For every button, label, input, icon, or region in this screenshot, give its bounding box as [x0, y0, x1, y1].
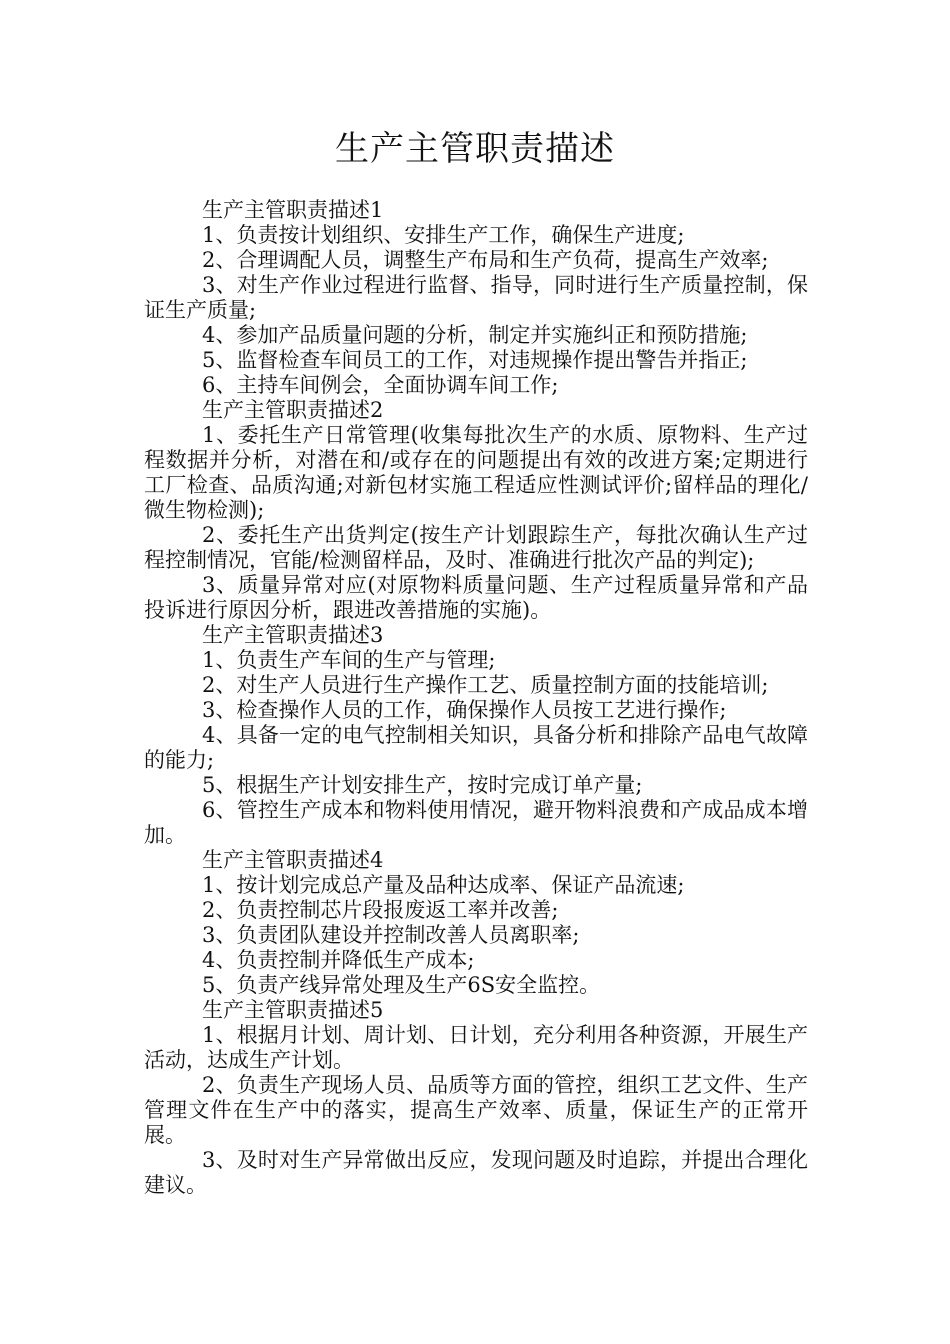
section-heading: 生产主管职责描述2 [202, 398, 384, 422]
document-title: 生产主管职责描述 [335, 129, 615, 169]
list-item: 5、根据生产计划安排生产，按时完成订单产量; [202, 773, 643, 797]
list-item: 2、对生产人员进行生产操作工艺、质量控制方面的技能培训; [202, 673, 769, 697]
list-item: 5、监督检查车间员工的工作，对违规操作提出警告并指正; [202, 348, 748, 372]
list-item: 2、委托生产出货判定(按生产计划跟踪生产，每批次确认生产过程控制情况，官能/检测留样品，及时、准确进行批次产品的判定); [144, 523, 808, 572]
list-item: 2、负责生产现场人员、品质等方面的管控，组织工艺文件、生产管理文件在生产中的落实，提高生产效率、质量，保证生产的正常开展。 [144, 1073, 808, 1147]
list-item: 1、负责按计划组织、安排生产工作，确保生产进度; [202, 223, 685, 247]
section-heading: 生产主管职责描述1 [202, 198, 384, 222]
list-item: 3、对生产作业过程进行监督、指导，同时进行生产质量控制，保证生产质量; [144, 273, 808, 322]
list-item: 3、及时对生产异常做出反应，发现问题及时追踪，并提出合理化建议。 [144, 1148, 808, 1197]
list-item: 1、委托生产日常管理(收集每批次生产的水质、原物料、生产过程数据并分析，对潜在和/或存在的问题提出有效的改进方案;定期进行工厂检查、品质沟通;对新包材实施工程适应性测试评价;留样品的理化/微生物检测); [144, 423, 808, 522]
list-item: 2、合理调配人员，调整生产布局和生产负荷，提高生产效率; [202, 248, 769, 272]
list-item: 1、按计划完成总产量及品种达成率、保证产品流速; [202, 873, 685, 897]
list-item: 4、具备一定的电气控制相关知识，具备分析和排除产品电气故障的能力; [144, 723, 808, 772]
list-item: 1、负责生产车间的生产与管理; [202, 648, 496, 672]
list-item: 3、检查操作人员的工作，确保操作人员按工艺进行操作; [202, 698, 727, 722]
list-item: 6、主持车间例会，全面协调车间工作; [202, 373, 559, 397]
section-heading: 生产主管职责描述5 [202, 998, 384, 1022]
document-body [144, 198, 808, 1198]
list-item: 6、管控生产成本和物料使用情况，避开物料浪费和产成品成本增加。 [144, 798, 808, 847]
list-item: 5、负责产线异常处理及生产6S安全监控。 [202, 973, 601, 997]
list-item: 1、根据月计划、周计划、日计划，充分利用各种资源，开展生产活动，达成生产计划。 [144, 1023, 808, 1072]
list-item: 4、负责控制并降低生产成本; [202, 948, 475, 972]
list-item: 3、负责团队建设并控制改善人员离职率; [202, 923, 580, 947]
list-item: 2、负责控制芯片段报废返工率并改善; [202, 898, 559, 922]
section-heading: 生产主管职责描述4 [202, 848, 384, 872]
section-heading: 生产主管职责描述3 [202, 623, 384, 647]
list-item: 3、质量异常对应(对原物料质量问题、生产过程质量异常和产品投诉进行原因分析，跟进改善措施的实施)。 [144, 573, 808, 622]
list-item: 4、参加产品质量问题的分析，制定并实施纠正和预防措施; [202, 323, 748, 347]
